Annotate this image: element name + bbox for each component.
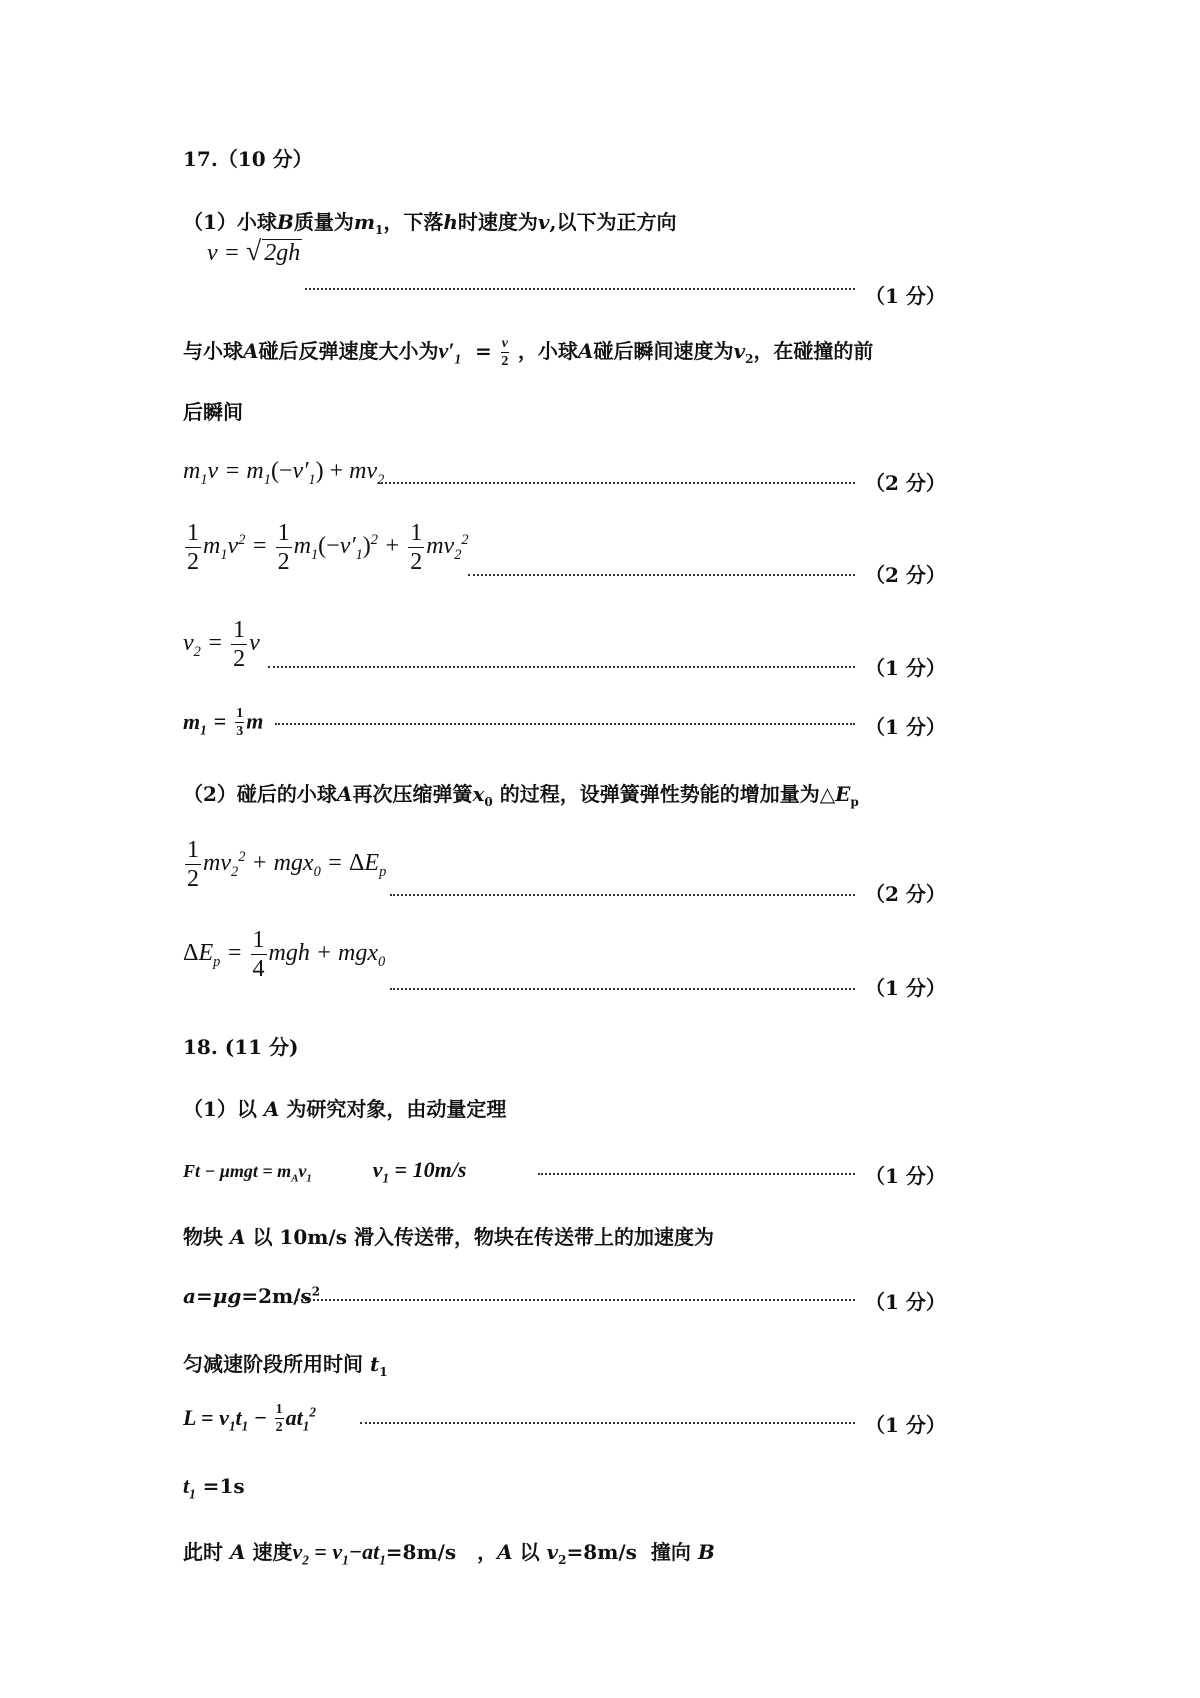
q17-part1-intro: （1）小球B质量为$m_1$，下落h时速度为v,以下为正方向: [183, 210, 677, 237]
q18-eq1-score: （1 分）: [865, 1164, 946, 1188]
q17-part2-intro: （2）碰后的小球A再次压缩弹簧$x_0$ 的过程，设弹簧弹性势能的增加量为$\triangle E_p$: [183, 782, 859, 809]
q18-equation-2: $a=\mu g=2m/s^2$: [183, 1284, 321, 1308]
leader-dots: [378, 482, 855, 484]
q17-rebound-text-2: 后瞬间: [183, 400, 243, 424]
q17-eq3-score: （2 分）: [865, 563, 946, 587]
question-17-header: 17.（10 分）: [183, 147, 313, 171]
q18-text-1: 物块 A 以 10m/s 滑入传送带，物块在传送带上的加速度为: [183, 1225, 714, 1249]
leader-dots: [468, 574, 855, 576]
q18-part1-intro: （1）以 A 为研究对象，由动量定理: [183, 1097, 507, 1121]
leader-dots: [305, 288, 855, 290]
q18-text-2: 匀减速阶段所用时间 $t_1$: [183, 1352, 388, 1379]
q17-equation-3: $\frac{1}{2}$ $m_1v^2$ = $\frac{1}{2}$ $m_1(-v'_1)^2$ + $\frac{1}{2}$ $mv_2^2$: [187, 520, 469, 575]
question-18-header: 18. (11 分): [183, 1035, 299, 1059]
q17-eq4-score: （1 分）: [865, 656, 946, 680]
q18-equation-3: $L = v_1t_1$ − $\frac{1}{2}$ $at_1^2$: [183, 1402, 316, 1435]
q18-eq2-score: （1 分）: [865, 1290, 946, 1314]
q17-eq1-score: （1 分）: [865, 284, 946, 308]
q18-equation-4: $t_1 =1s$: [183, 1473, 245, 1502]
q17-equation-6: $\frac{1}{2}$ $mv_2^2 + mgx_0 = \Delta E_p$: [187, 837, 387, 892]
leader-dots: [360, 1422, 855, 1424]
q17-equation-4: $v_2$ = $\frac{1}{2}$ v: [183, 617, 260, 672]
leader-dots: [538, 1173, 855, 1175]
q17-eq7-score: （1 分）: [865, 976, 946, 1000]
q18-eq3-score: （1 分）: [865, 1413, 946, 1437]
leader-dots: [296, 1299, 855, 1301]
leader-dots: [390, 894, 855, 896]
leader-dots: [268, 666, 855, 668]
q17-equation-7: $\Delta E_p$ = $\frac{1}{4}$ mgh + mgx$_0$: [183, 927, 386, 982]
q17-equation-1: v = √ 2gh: [207, 236, 301, 267]
q18-equation-1: $Ft - \mu mgt = m_Av_1$ $v_1 = 10m/s$: [183, 1157, 467, 1186]
q17-eq5-score: （1 分）: [865, 715, 946, 739]
q18-text-3: 此时 A 速度$v_2 = v_1-at_1=8m/s$ ，A 以 $v_2=8m/s$ 撞向 B: [183, 1539, 715, 1568]
q17-rebound-text: 与小球A碰后反弹速度大小为$v'_1$ = $\frac{v}{2}$ ，小球A碰后瞬间速度为$v_2$，在碰撞的前: [183, 335, 874, 369]
q17-equation-5: $m_1$ = $\frac{1}{3}$ m: [183, 706, 264, 739]
leader-dots: [390, 988, 855, 990]
q17-eq2-score: （2 分）: [865, 471, 946, 495]
leader-dots: [275, 723, 855, 725]
q17-equation-2: $m_1v = m_1(-v'_1) + mv_2$: [183, 458, 385, 488]
q17-eq6-score: （2 分）: [865, 882, 946, 906]
